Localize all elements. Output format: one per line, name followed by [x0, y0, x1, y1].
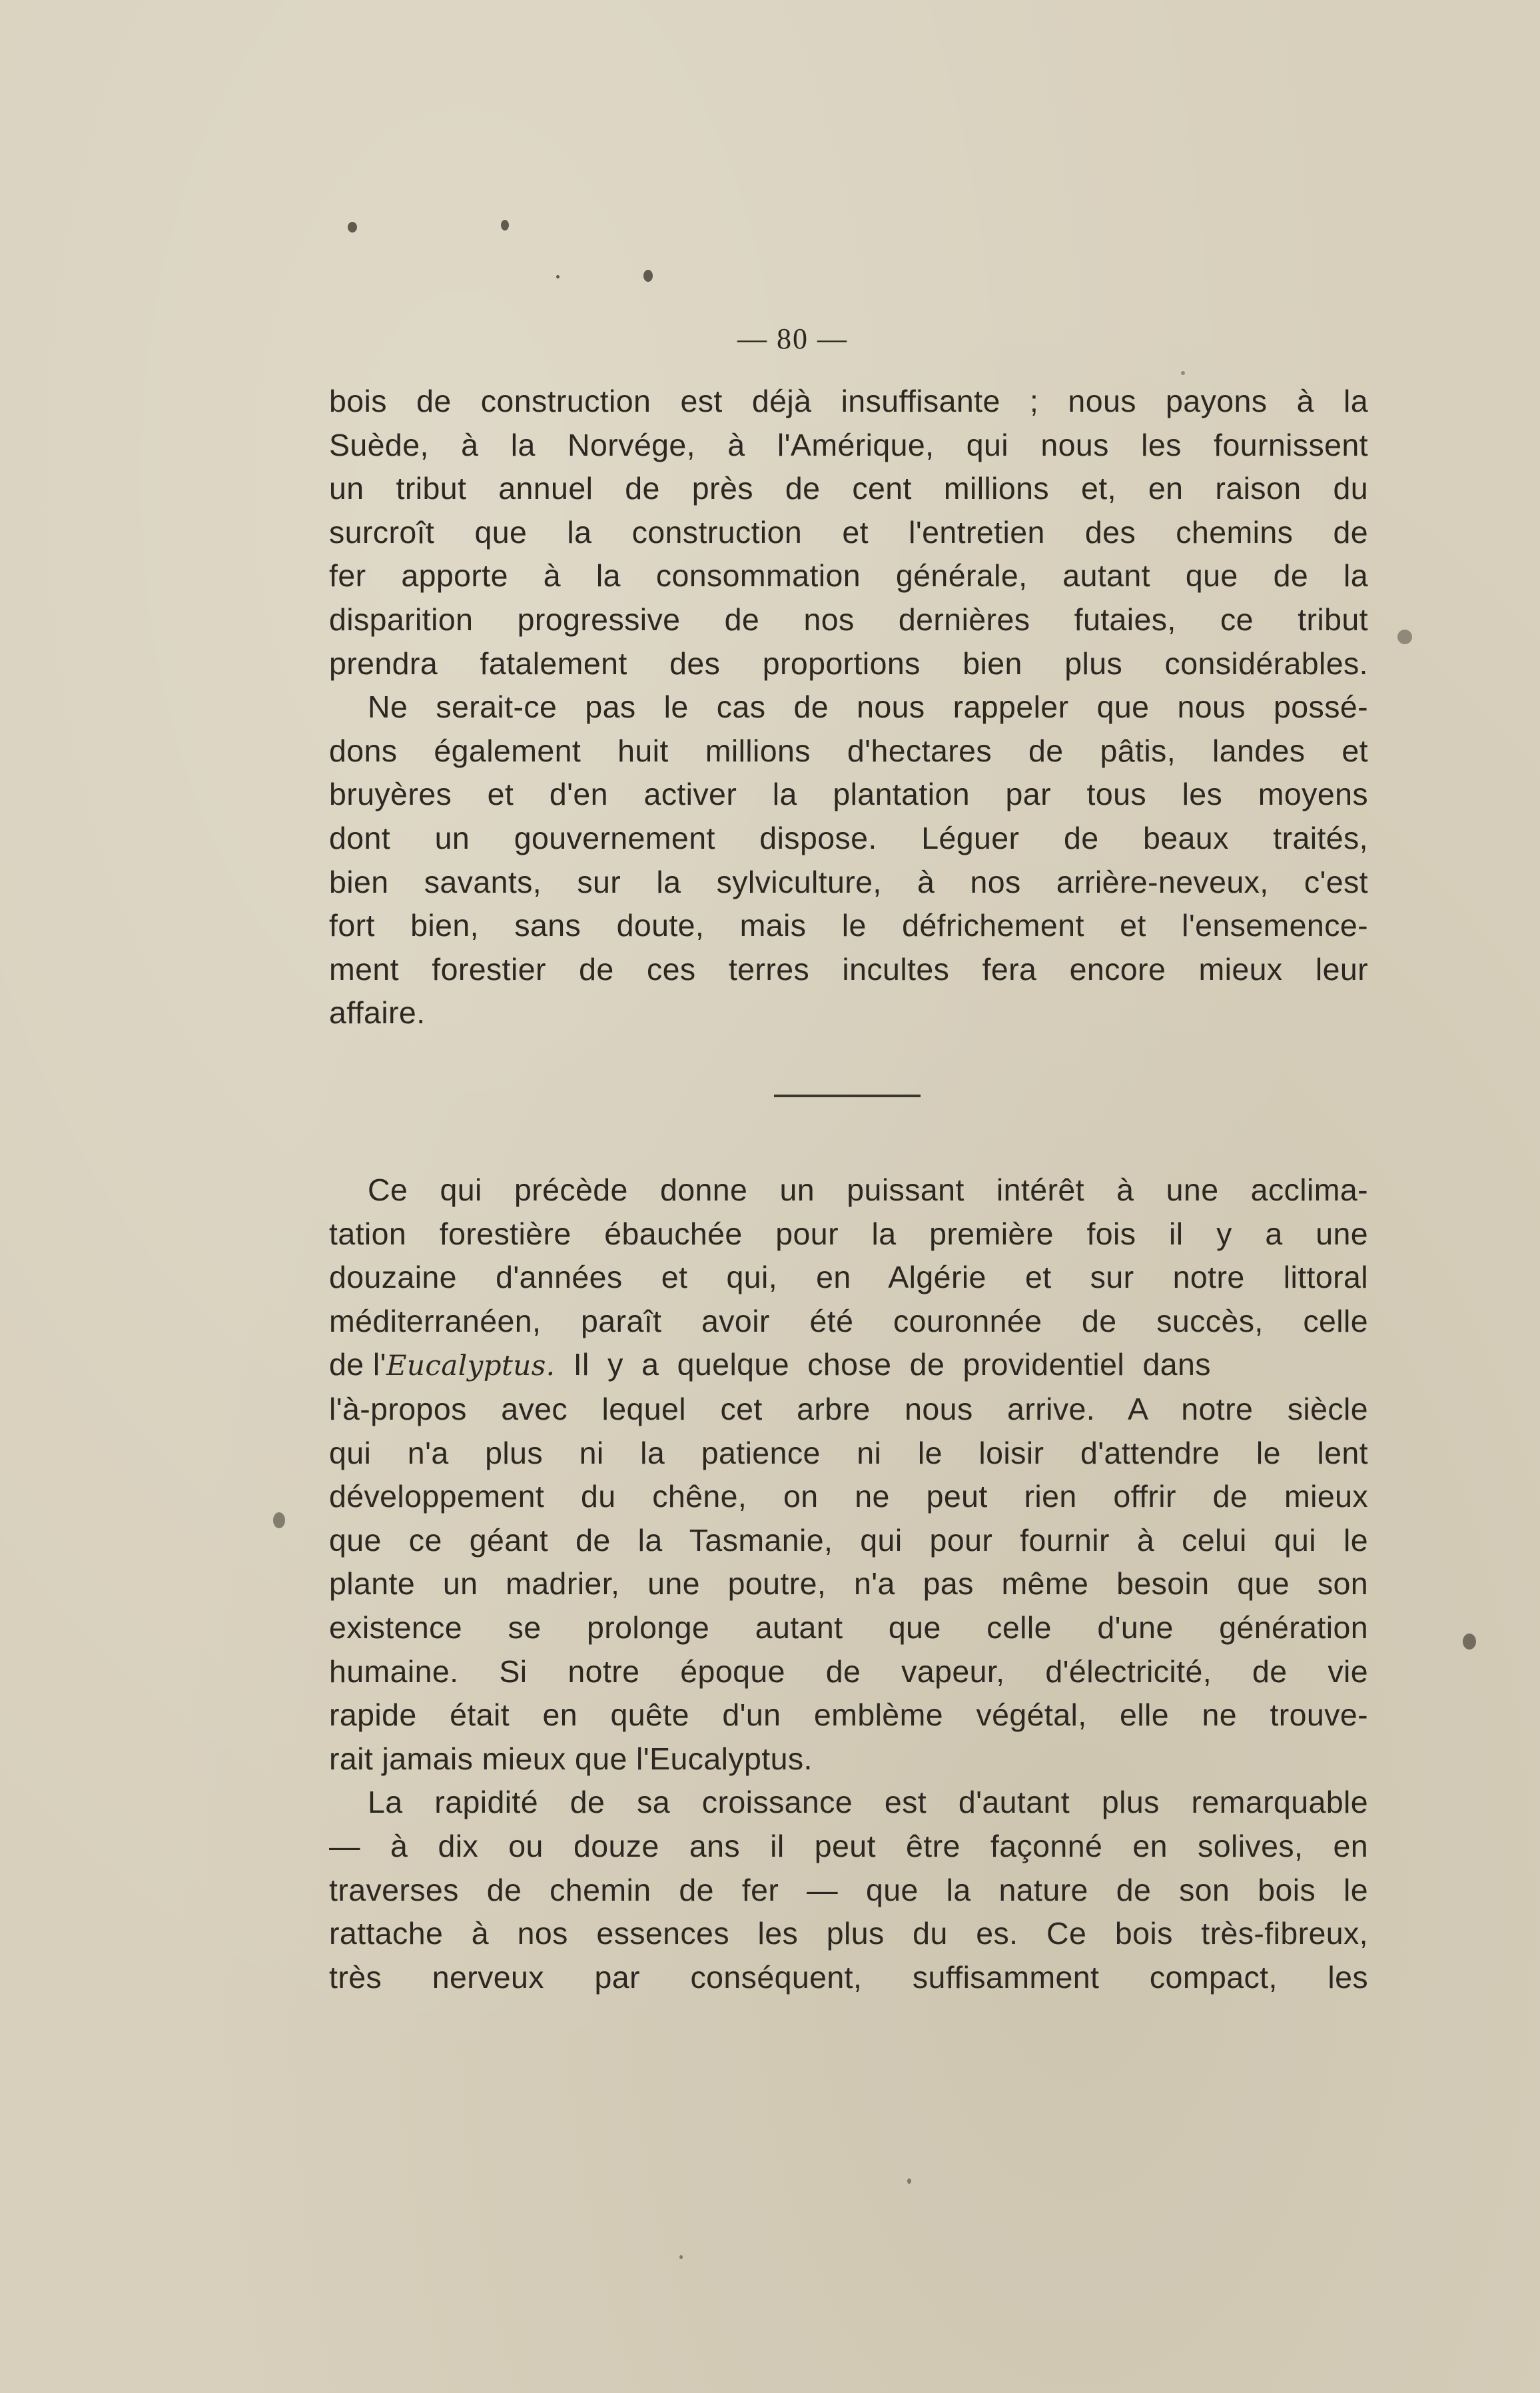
ink-speck — [1397, 630, 1412, 644]
text-line: rapide était en quête d'un emblème végétal, elle ne trouve- — [329, 1697, 1368, 1733]
text-line: fer apporte à la consommation générale, autant que de la — [329, 558, 1368, 594]
text-line: bien savants, sur la sylviculture, à nos arrière-neveux, c'est — [329, 864, 1368, 899]
text-line: méditerranéen, paraît avoir été couronnée de succès, celle — [329, 1303, 1368, 1338]
ink-speck — [556, 275, 560, 278]
italic-term: Eucalyptus. — [386, 1349, 556, 1382]
text-line: douzaine d'années et qui, en Algérie et sur notre littoral — [329, 1260, 1368, 1295]
text-line: bois de construction est déjà insuffisante ; nous payons à la — [329, 384, 1368, 418]
ink-speck — [273, 1512, 285, 1528]
text-line: bruyères et d'en activer la plantation par tous les moyens — [329, 777, 1368, 812]
text-line: que ce géant de la Tasmanie, qui pour fournir à celui qui le — [329, 1522, 1368, 1558]
text-line: disparition progressive de nos dernières futaies, ce tribut — [329, 602, 1368, 637]
text-line: très nerveux par conséquent, suffisamment compact, les — [329, 1959, 1368, 1995]
text-fragment: Il y a quelque chose de providentiel dans — [555, 1347, 1211, 1382]
text-line: ment forestier de ces terres incultes fera encore mieux leur — [329, 951, 1368, 987]
text-line: dont un gouvernement dispose. Léguer de beaux traités, — [329, 820, 1368, 855]
text-line: affaire. — [329, 995, 426, 1031]
ink-speck — [1463, 1634, 1476, 1650]
text-line: l'à-propos avec lequel cet arbre nous arrive. A notre siècle — [329, 1391, 1368, 1426]
text-line: un tribut annuel de près de cent millions et, en raison du — [329, 471, 1368, 506]
text-line: qui n'a plus ni la patience ni le loisir d'attendre le lent — [329, 1435, 1368, 1470]
text-line: humaine. Si notre époque de vapeur, d'électricité, de vie — [329, 1654, 1368, 1689]
text-line-mixed — [329, 1343, 1368, 1388]
text-line: développement du chêne, on ne peut rien offrir de mieux — [329, 1479, 1368, 1514]
ink-speck — [643, 270, 653, 282]
text-line: prendra fatalement des proportions bien plus considérables. — [329, 646, 1368, 681]
text-line: — à dix ou douze ans il peut être façonné en solives, en — [329, 1828, 1368, 1863]
text-line: dons également huit millions d'hectares de pâtis, landes et — [329, 733, 1368, 768]
page-number: — 80 — — [737, 322, 848, 355]
section-divider — [774, 1095, 921, 1097]
paragraph-block-1 — [329, 380, 1368, 1035]
text-line: existence se prolonge autant que celle d'une génération — [329, 1610, 1368, 1645]
ink-speck — [501, 220, 509, 231]
ink-speck — [348, 222, 357, 233]
text-line: surcroît que la construction et l'entretien des chemins de — [329, 514, 1368, 550]
text-line: fort bien, sans doute, mais le défrichement et l'ensemence- — [329, 908, 1368, 943]
ink-speck — [1181, 371, 1185, 375]
text-fragment: de l' — [329, 1347, 386, 1382]
text-line: Ce qui précède donne un puissant intérêt à une acclima- — [368, 1173, 1368, 1207]
text-line: Ne serait-ce pas le cas de nous rappeler que nous possé- — [368, 690, 1368, 725]
text-line: traverses de chemin de fer — que la nature de son bois le — [329, 1872, 1368, 1907]
text-line: plante un madrier, une poutre, n'a pas même besoin que son — [329, 1566, 1368, 1602]
text-line: Suède, à la Norvége, à l'Amérique, qui nous les fournissent — [329, 427, 1368, 462]
text-line: La rapidité de sa croissance est d'autant plus remarquable — [368, 1785, 1368, 1820]
ink-speck — [679, 2255, 683, 2259]
paragraph-block-2 — [329, 1169, 1368, 1999]
ink-speck — [907, 2178, 911, 2184]
text-line: tation forestière ébauchée pour la première fois il y a une — [329, 1216, 1368, 1251]
text-line: rait jamais mieux que l'Eucalyptus. — [329, 1741, 813, 1776]
text-line: rattache à nos essences les plus du es. Ce bois très-fibreux, — [329, 1916, 1368, 1951]
